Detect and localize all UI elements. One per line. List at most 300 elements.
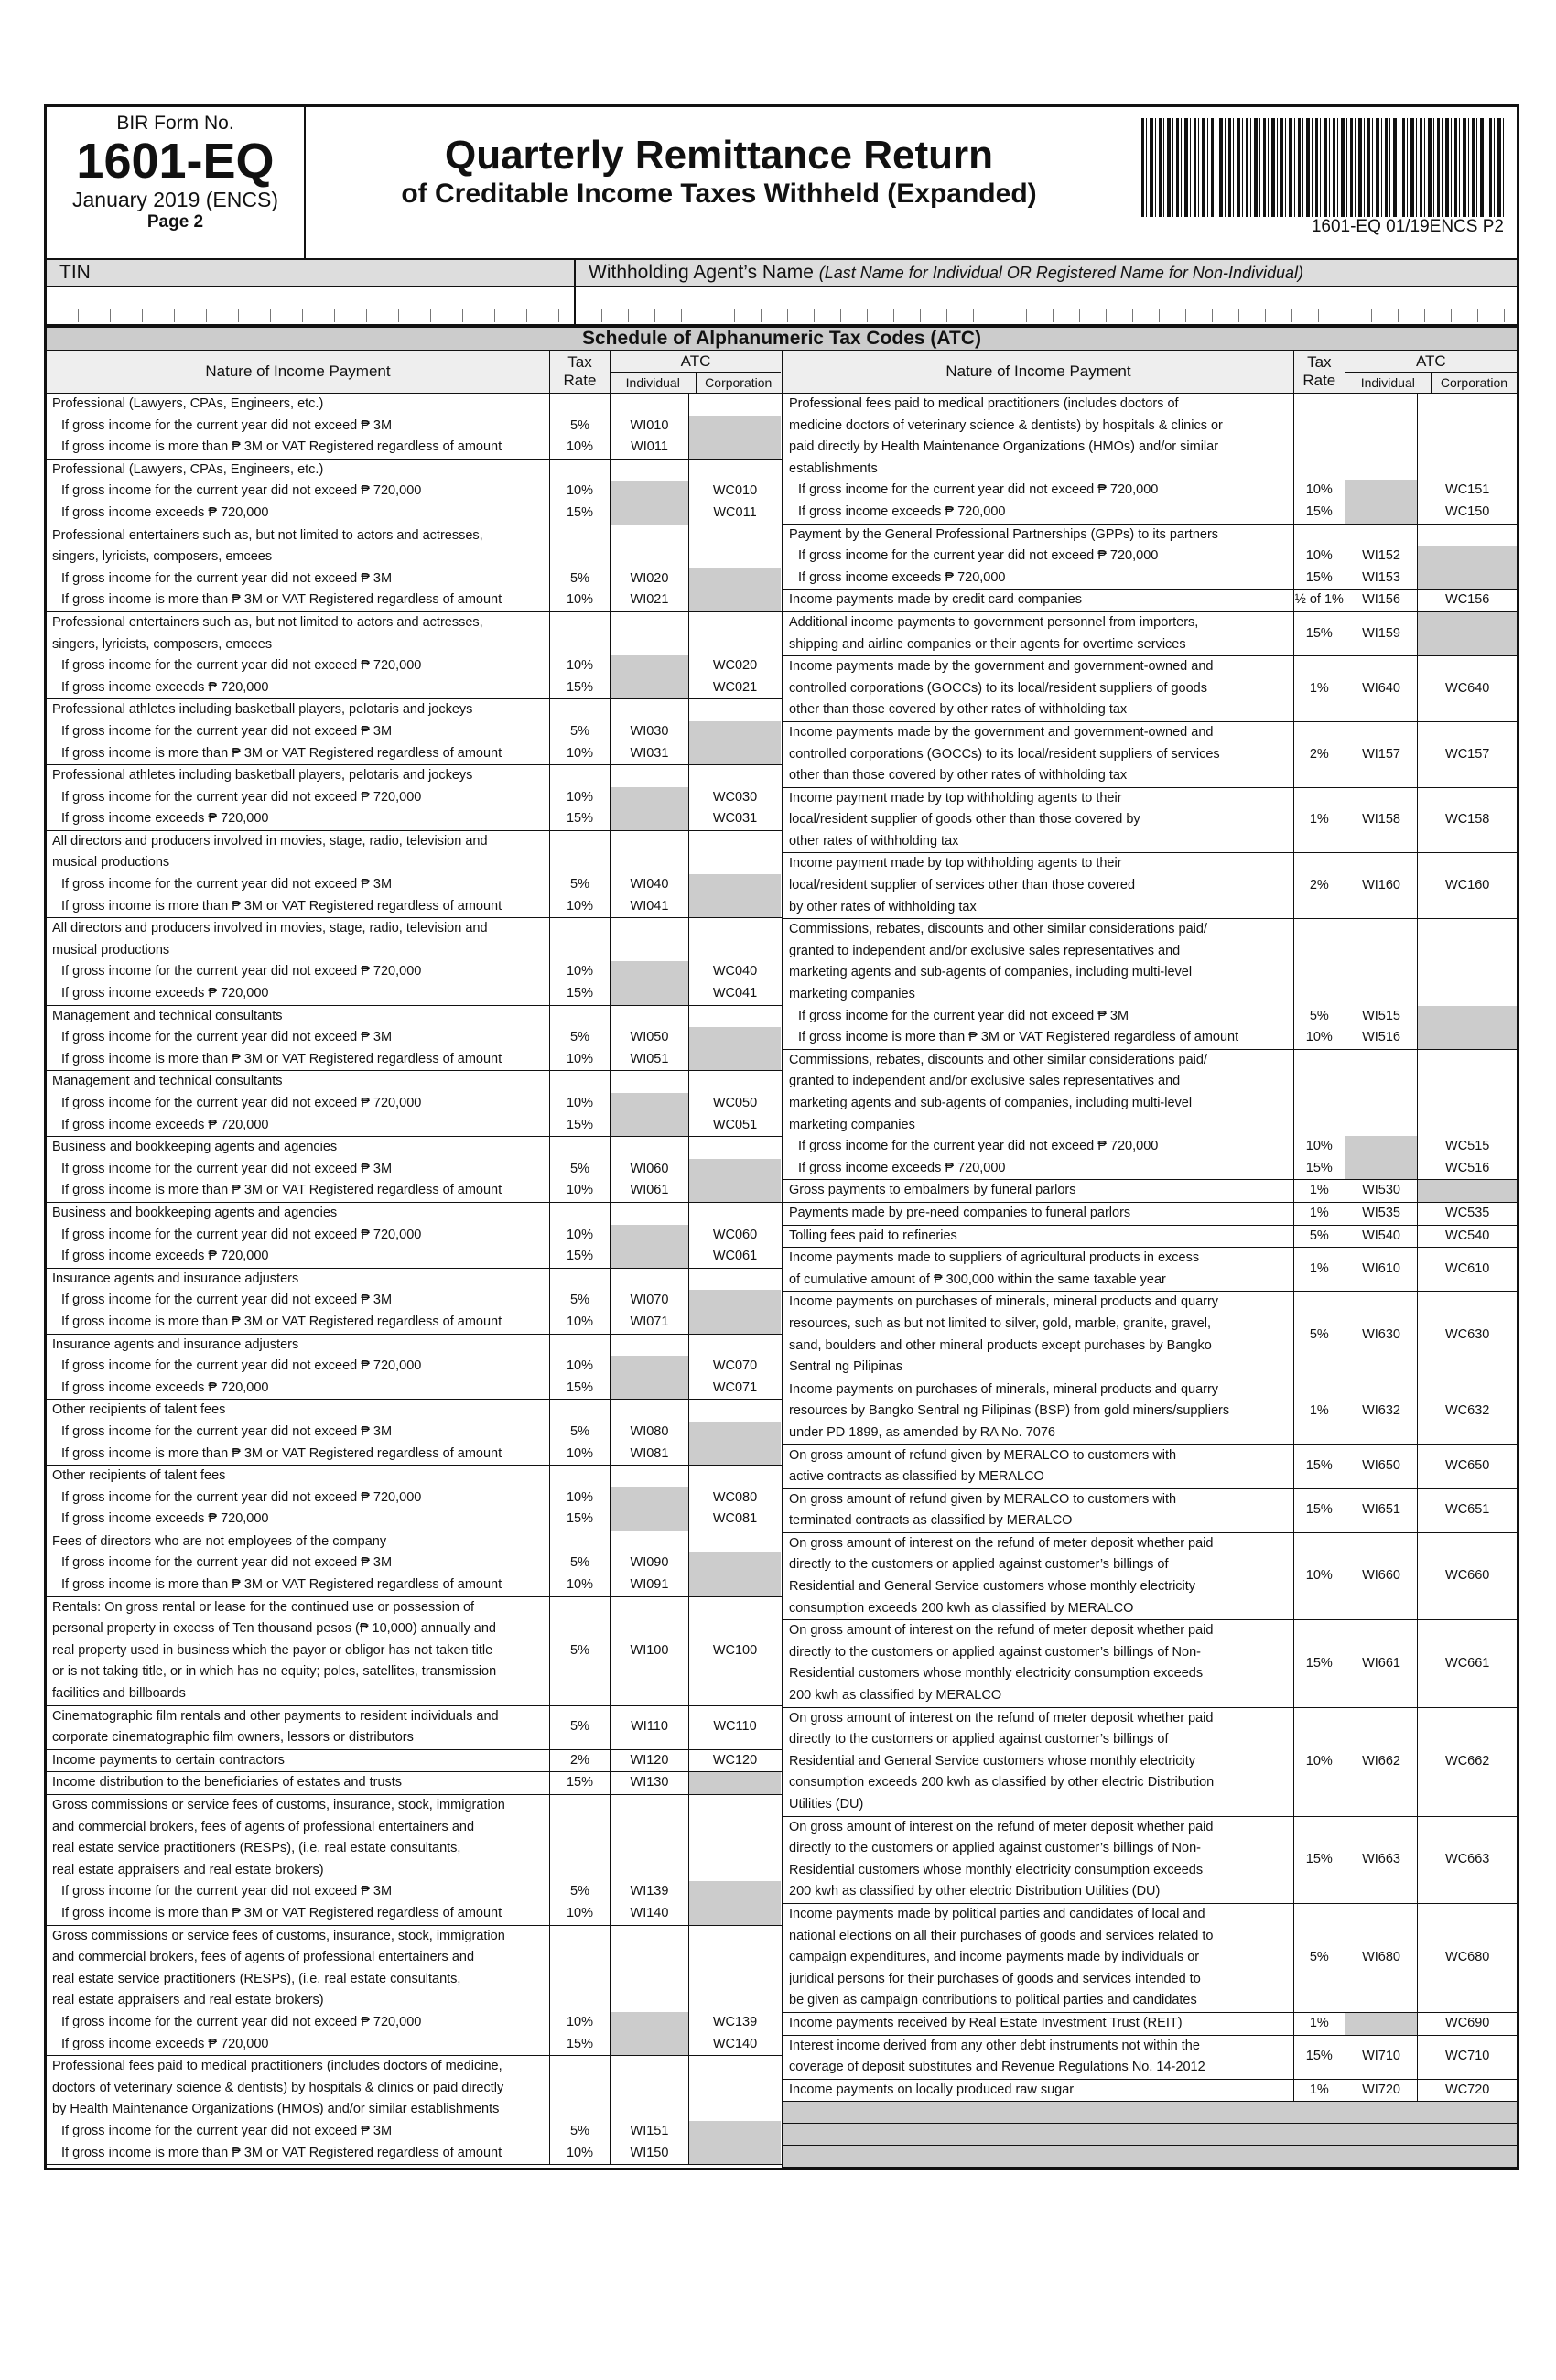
individual-code: WI632 xyxy=(1362,1403,1401,1419)
entry-rate xyxy=(1294,1489,1345,1532)
rate-value: 5% xyxy=(1309,1228,1329,1243)
entry-line: If gross income for the current year did not exceed ₱ 3M xyxy=(61,417,393,433)
entry-nature xyxy=(783,1489,1294,1532)
individual-code xyxy=(1345,984,1418,1006)
entry-line: Income payments made to suppliers of agricultural products in excess xyxy=(789,1250,1200,1266)
individual-code xyxy=(611,1466,688,1488)
tin-input[interactable] xyxy=(47,287,576,324)
rate-value: 5% xyxy=(570,2123,589,2138)
entry-rate xyxy=(550,1531,611,1596)
entry-line: Income payments on purchases of minerals, mineral products and quarry xyxy=(789,1381,1219,1397)
entry-line: real estate service practitioners (RESPs), (i.e. real estate consultants, xyxy=(52,1971,461,1986)
entry-corporation-atc xyxy=(1418,1226,1517,1248)
entry-line: Payments made by pre-need companies to funeral parlors xyxy=(789,1205,1131,1220)
corporation-code: WC710 xyxy=(1445,2049,1490,2064)
corporation-code xyxy=(689,1269,781,1291)
atc-entry xyxy=(783,1708,1517,1817)
entry-line: On gross amount of refund given by MERALCO to customers with xyxy=(789,1447,1177,1463)
individual-code: WI720 xyxy=(1362,2082,1401,2097)
entry-nature xyxy=(47,1071,550,1136)
entry-line: directly to the customers or applied against customer’s billings of Non- xyxy=(789,1841,1201,1856)
individual-code xyxy=(1345,437,1418,459)
atc-entry xyxy=(783,788,1517,854)
corporation-code xyxy=(689,1422,781,1444)
rate-value: 5% xyxy=(570,1161,589,1176)
corporation-header: Corporation xyxy=(705,375,773,390)
individual-code: WI140 xyxy=(630,1905,669,1920)
atc-entry xyxy=(783,1904,1517,2013)
individual-code: WI110 xyxy=(631,1719,668,1735)
entry-corporation-atc xyxy=(689,1137,781,1202)
entry-corporation-atc xyxy=(689,460,781,525)
corporation-code: WC661 xyxy=(1445,1655,1490,1671)
entry-rate xyxy=(1294,1817,1345,1903)
entry-line: If gross income for the current year did not exceed ₱ 720,000 xyxy=(61,658,422,674)
entry-corporation-atc xyxy=(1418,1379,1517,1444)
rate-value: 5% xyxy=(1309,1326,1329,1342)
corporation-code xyxy=(689,721,781,743)
entry-individual-atc xyxy=(1345,1445,1419,1488)
entry-rate xyxy=(1294,590,1345,611)
entry-line: corporate cinematographic film owners, lessors or distributors xyxy=(52,1730,414,1746)
corporation-code: WC632 xyxy=(1445,1403,1490,1419)
entry-line: On gross amount of interest on the refund of meter deposit whether paid xyxy=(789,1710,1214,1726)
corporation-code xyxy=(689,1466,781,1488)
atc-entry xyxy=(47,1531,782,1597)
rate-value: 10% xyxy=(566,592,594,608)
entry-line: real estate appraisers and real estate brokers) xyxy=(52,1862,324,1877)
entry-line: real estate service practitioners (RESPs), (i.e. real estate consultants, xyxy=(52,1841,461,1856)
rate-value xyxy=(550,525,610,547)
entry-line: Other recipients of talent fees xyxy=(52,1402,226,1418)
rate-value xyxy=(550,1947,610,1969)
individual-code: WI650 xyxy=(1362,1458,1401,1474)
individual-code: WI020 xyxy=(630,570,669,586)
entry-line: Commissions, rebates, discounts and other similar considerations paid/ xyxy=(789,922,1207,937)
entry-individual-atc xyxy=(611,525,689,611)
entry-line: paid directly by Health Maintenance Organizations (HMOs) and/or similar xyxy=(789,439,1219,455)
rate-value xyxy=(1294,919,1345,941)
entry-line: Insurance agents and insurance adjusters xyxy=(52,1336,299,1352)
individual-code xyxy=(1345,941,1418,963)
corporation-code xyxy=(1418,1071,1517,1093)
rate-value: 5% xyxy=(570,723,589,739)
individual-code: WI153 xyxy=(1362,569,1401,585)
entry-line: musical productions xyxy=(52,855,170,871)
atc-entry xyxy=(783,919,1517,1050)
rate-value xyxy=(550,1838,610,1860)
entry-corporation-atc xyxy=(689,1706,781,1749)
atc-entry xyxy=(47,460,782,525)
entry-corporation-atc xyxy=(689,394,781,459)
entry-nature xyxy=(783,1445,1294,1488)
corporation-code xyxy=(689,546,781,568)
rate-value xyxy=(550,918,610,940)
corporation-code xyxy=(689,699,781,721)
entry-line: Gross payments to embalmers by funeral parlors xyxy=(789,1183,1076,1198)
rate-value: 5% xyxy=(570,1719,589,1735)
entry-line: Sentral ng Pilipinas xyxy=(789,1359,903,1375)
entry-rate xyxy=(550,1006,611,1071)
entry-line: local/resident supplier of services other than those covered xyxy=(789,878,1136,893)
rate-header: Tax Rate xyxy=(550,351,611,393)
individual-code: WI090 xyxy=(630,1555,669,1571)
individual-code: WI660 xyxy=(1362,1568,1401,1584)
entry-nature xyxy=(783,2036,1294,2079)
entry-line: marketing agents and sub-agents of companies, including multi-level xyxy=(789,965,1193,980)
entry-individual-atc xyxy=(1345,853,1419,918)
corporation-code xyxy=(689,1574,781,1596)
entry-nature xyxy=(783,656,1294,721)
entry-individual-atc xyxy=(611,1006,689,1071)
corporation-code xyxy=(689,1881,781,1903)
individual-code: WI630 xyxy=(1362,1326,1401,1342)
rate-value: 10% xyxy=(1305,1568,1333,1584)
rate-value: 1% xyxy=(1309,1183,1329,1198)
individual-code: WI011 xyxy=(631,439,668,455)
entry-corporation-atc xyxy=(1418,656,1517,721)
entry-individual-atc xyxy=(1345,788,1419,853)
atc-entry xyxy=(783,722,1517,788)
entry-corporation-atc xyxy=(1418,1292,1517,1378)
rate-value: 5% xyxy=(1309,1008,1329,1023)
corporation-code: WC640 xyxy=(1445,680,1490,696)
rate-value: 15% xyxy=(1305,1502,1333,1518)
individual-code: WI515 xyxy=(1362,1008,1401,1023)
entry-nature xyxy=(47,1750,550,1772)
individual-code: WI051 xyxy=(630,1051,669,1066)
individual-code: WI071 xyxy=(630,1314,669,1329)
individual-code xyxy=(611,1137,688,1159)
entry-corporation-atc xyxy=(1418,1817,1517,1903)
corporation-code: WC630 xyxy=(1445,1326,1490,1342)
individual-code: WI516 xyxy=(1362,1030,1401,1045)
entry-line: Gross commissions or service fees of customs, insurance, stock, immigration xyxy=(52,1928,505,1943)
entry-line: If gross income exceeds ₱ 720,000 xyxy=(61,2036,269,2051)
atc-entry xyxy=(783,2036,1517,2080)
individual-code xyxy=(1345,919,1418,941)
corporation-code: WC535 xyxy=(1445,1205,1490,1220)
atc-entry xyxy=(47,1597,782,1706)
entry-rate xyxy=(1294,722,1345,787)
entry-rate xyxy=(550,831,611,917)
rate-value xyxy=(1294,416,1345,438)
rate-value: 15% xyxy=(566,1379,594,1395)
entry-individual-atc xyxy=(611,765,689,830)
entry-line: other rates of withholding tax xyxy=(789,833,959,849)
individual-code: WI156 xyxy=(1362,592,1401,608)
atc-schedule xyxy=(47,326,1517,2168)
corporation-code xyxy=(689,831,781,853)
entry-line: medicine doctors of veterinary science & dentists) by hospitals & clinics or xyxy=(789,417,1223,433)
entry-individual-atc xyxy=(1345,1226,1419,1248)
atc-entry xyxy=(47,525,782,612)
entry-nature xyxy=(783,1817,1294,1903)
entry-line: On gross amount of interest on the refund of meter deposit whether paid xyxy=(789,1623,1214,1639)
entry-line: granted to independent and/or exclusive sales representatives and xyxy=(789,943,1181,958)
entry-rate xyxy=(550,765,611,830)
entry-individual-atc xyxy=(611,1795,689,1925)
column-header xyxy=(783,351,1517,394)
entry-corporation-atc xyxy=(689,1466,781,1531)
entry-line: controlled corporations (GOCCs) to its local/resident suppliers of goods xyxy=(789,680,1207,696)
entry-corporation-atc xyxy=(1418,612,1517,655)
form-title-block xyxy=(306,107,1132,258)
entry-line: Cinematographic film rentals and other payments to resident individuals and xyxy=(52,1708,499,1724)
right-entries xyxy=(783,394,1517,2102)
corporation-code: WC690 xyxy=(1445,2015,1490,2030)
rate-value: 2% xyxy=(1309,746,1329,762)
corporation-code: WC071 xyxy=(712,1379,758,1395)
individual-code xyxy=(1345,962,1418,984)
entry-line: If gross income exceeds ₱ 720,000 xyxy=(798,1160,1006,1175)
rate-value: 5% xyxy=(1309,1950,1329,1965)
barcode-text: 1601-EQ 01/19ENCS P2 xyxy=(1311,217,1504,236)
entry-line: If gross income is more than ₱ 3M or VAT Registered regardless of amount xyxy=(61,592,502,608)
entry-line: Professional entertainers such as, but not limited to actors and actresses, xyxy=(52,527,483,543)
corporation-code: WC030 xyxy=(712,789,758,805)
entry-rate xyxy=(550,460,611,525)
entry-corporation-atc xyxy=(689,765,781,830)
individual-code xyxy=(611,1093,688,1115)
form-header xyxy=(47,107,1517,260)
entry-line: granted to independent and/or exclusive sales representatives and xyxy=(789,1074,1181,1089)
rate-value: 15% xyxy=(566,2036,594,2051)
corporation-code: WC010 xyxy=(712,483,758,499)
entry-line: If gross income for the current year did not exceed ₱ 720,000 xyxy=(61,789,422,805)
entry-rate xyxy=(1294,1248,1345,1291)
rate-value: ½ of 1% xyxy=(1294,592,1344,608)
entry-line: marketing companies xyxy=(789,1117,915,1132)
corporation-code xyxy=(689,743,781,765)
entry-line: campaign expenditures, and income payments made by individuals or xyxy=(789,1950,1200,1965)
entry-corporation-atc xyxy=(689,1269,781,1334)
entry-corporation-atc xyxy=(689,831,781,917)
individual-code xyxy=(1345,480,1418,502)
rate-value: 5% xyxy=(570,877,589,892)
corporation-code xyxy=(1418,623,1517,645)
rate-value xyxy=(550,1926,610,1948)
individual-code xyxy=(611,1488,688,1509)
atc-entry xyxy=(783,1203,1517,1226)
entry-nature xyxy=(47,394,550,459)
entry-line: Income payments made by the government and government-owned and xyxy=(789,724,1214,740)
rate-value: 5% xyxy=(570,1555,589,1571)
rate-value xyxy=(550,852,610,874)
entry-individual-atc xyxy=(1345,1379,1419,1444)
entry-line: resources by Bangko Sentral ng Pilipinas (BSP) from gold miners/suppliers xyxy=(789,1403,1230,1419)
entry-individual-atc xyxy=(611,1203,689,1268)
entry-rate xyxy=(1294,394,1345,524)
entry-line: real estate appraisers and real estate brokers) xyxy=(52,1993,324,2008)
rate-value: 10% xyxy=(566,1905,594,1920)
entry-line: On gross amount of refund given by MERALCO to customers with xyxy=(789,1491,1177,1507)
entry-nature xyxy=(47,1006,550,1071)
entry-nature xyxy=(783,1292,1294,1378)
entry-nature xyxy=(783,525,1294,590)
entry-line: of cumulative amount of ₱ 300,000 within the same taxable year xyxy=(789,1271,1166,1287)
entry-corporation-atc xyxy=(689,1772,781,1794)
entry-corporation-atc xyxy=(1418,1203,1517,1225)
corporation-code xyxy=(689,874,781,896)
rate-value xyxy=(1294,1050,1345,1072)
corporation-code xyxy=(689,1772,781,1794)
schedule-right-column xyxy=(782,351,1517,2168)
rate-value: 10% xyxy=(566,1096,594,1110)
rate-value xyxy=(550,1969,610,1991)
rate-value: 10% xyxy=(566,964,594,979)
corporation-code xyxy=(689,1400,781,1422)
entry-line: personal property in excess of Ten thousand pesos (₱ 10,000) annually and xyxy=(52,1621,496,1637)
corporation-code xyxy=(689,896,781,918)
rate-value: 1% xyxy=(1309,1205,1329,1220)
form-code: 1601-EQ xyxy=(76,134,275,189)
entry-rate xyxy=(1294,1203,1345,1225)
corporation-code xyxy=(689,2056,781,2078)
entry-corporation-atc xyxy=(689,1795,781,1925)
individual-code xyxy=(1345,1136,1418,1158)
entry-line: and commercial brokers, fees of agents of professional entertainers and xyxy=(52,1950,475,1965)
corporation-code: WC081 xyxy=(712,1511,758,1527)
entry-individual-atc xyxy=(611,394,689,459)
entry-nature xyxy=(783,788,1294,853)
entry-individual-atc xyxy=(1345,1050,1419,1180)
rate-value: 10% xyxy=(566,898,594,914)
rate-value: 10% xyxy=(566,439,594,455)
corporation-code xyxy=(689,1159,781,1181)
individual-code xyxy=(611,1795,688,1817)
corporation-code xyxy=(689,1903,781,1925)
individual-code xyxy=(1345,502,1418,524)
rate-value xyxy=(550,1531,610,1553)
entry-line: If gross income for the current year did not exceed ₱ 3M xyxy=(61,570,393,586)
individual-code xyxy=(611,1947,688,1969)
atc-entry xyxy=(783,2013,1517,2036)
corporation-code xyxy=(689,525,781,547)
entry-line: consumption exceeds 200 kwh as classified by other electric Distribution xyxy=(789,1775,1215,1790)
entry-line: directly to the customers or applied against customer’s billings of Non- xyxy=(789,1644,1201,1660)
rate-value: 10% xyxy=(566,1051,594,1066)
entry-nature xyxy=(47,1466,550,1531)
entry-line: If gross income is more than ₱ 3M or VAT Registered regardless of amount xyxy=(61,745,502,761)
corporation-code xyxy=(689,634,781,656)
entry-line: by Health Maintenance Organizations (HMOs) and/or similar establishments xyxy=(52,2102,500,2117)
entry-rate xyxy=(1294,1620,1345,1706)
agent-name-input[interactable] xyxy=(576,287,1517,324)
entry-rate xyxy=(550,394,611,459)
entry-line: be given as campaign contributions to political parties and candidates xyxy=(789,1993,1197,2008)
entry-line: Income payments to certain contractors xyxy=(52,1752,285,1768)
corporation-code xyxy=(1418,525,1517,546)
atc-entry xyxy=(47,1400,782,1466)
atc-entry xyxy=(783,1533,1517,1620)
entry-line: Professional fees paid to medical practitioners (includes doctors of medicine, xyxy=(52,2059,502,2074)
entry-corporation-atc xyxy=(1418,590,1517,611)
corporation-code xyxy=(1418,1050,1517,1072)
corporation-code xyxy=(689,460,781,481)
entry-corporation-atc xyxy=(1418,2080,1517,2102)
corporation-code xyxy=(689,1137,781,1159)
corporation-code: WC041 xyxy=(712,986,758,1001)
individual-code xyxy=(611,1400,688,1422)
entry-line: If gross income for the current year did not exceed ₱ 720,000 xyxy=(61,483,422,499)
entry-rate xyxy=(550,1466,611,1531)
individual-code xyxy=(611,852,688,874)
rate-value: 5% xyxy=(570,1884,589,1899)
corporation-code xyxy=(1418,416,1517,438)
entry-line: and commercial brokers, fees of agents of professional entertainers and xyxy=(52,1819,475,1834)
entry-line: controlled corporations (GOCCs) to its local/resident suppliers of services xyxy=(789,746,1220,762)
rate-value xyxy=(550,1269,610,1291)
individual-code xyxy=(611,787,688,809)
atc-entry xyxy=(783,1248,1517,1292)
schedule-left-column xyxy=(47,351,782,2168)
individual-code xyxy=(611,1817,688,1839)
individual-code xyxy=(611,546,688,568)
rate-value xyxy=(550,831,610,853)
entry-line: singers, lyricists, composers, emcees xyxy=(52,636,273,652)
individual-code xyxy=(611,699,688,721)
entry-rate xyxy=(1294,1050,1345,1180)
entry-line: 200 kwh as classified by other electric Distribution Utilities (DU) xyxy=(789,1884,1161,1899)
individual-code: WI662 xyxy=(1362,1753,1401,1769)
entry-line: marketing companies xyxy=(789,987,915,1002)
entry-corporation-atc xyxy=(689,918,781,1004)
entry-line: If gross income exceeds ₱ 720,000 xyxy=(61,986,269,1001)
entry-nature xyxy=(783,1180,1294,1202)
rate-value: 15% xyxy=(1305,569,1333,585)
entry-corporation-atc xyxy=(1418,722,1517,787)
individual-code: WI150 xyxy=(630,2145,669,2160)
entry-individual-atc xyxy=(1345,1904,1419,2012)
entry-line: Professional (Lawyers, CPAs, Engineers, etc.) xyxy=(52,461,324,477)
rate-value: 10% xyxy=(566,1227,594,1242)
entry-individual-atc xyxy=(1345,1292,1419,1378)
individual-code xyxy=(611,1269,688,1291)
atc-entry xyxy=(783,853,1517,919)
entry-line: consumption exceeds 200 kwh as classified by MERALCO xyxy=(789,1600,1134,1616)
entry-corporation-atc xyxy=(689,1203,781,1268)
corporation-code xyxy=(1418,546,1517,568)
corporation-code xyxy=(689,437,781,459)
atc-entry xyxy=(783,1226,1517,1249)
entry-nature xyxy=(47,1269,550,1334)
rate-value: 15% xyxy=(566,1511,594,1527)
entry-rate xyxy=(550,525,611,611)
rate-value: 10% xyxy=(566,2014,594,2029)
atc-entry xyxy=(47,765,782,831)
rate-value: 10% xyxy=(566,1183,594,1198)
corporation-code xyxy=(689,2099,781,2121)
entry-individual-atc xyxy=(611,699,689,764)
entry-individual-atc xyxy=(611,1400,689,1465)
corporation-code xyxy=(689,1531,781,1553)
corporation-code: WC051 xyxy=(712,1117,758,1132)
corporation-code: WC158 xyxy=(1445,812,1490,828)
entry-line: If gross income for the current year did not exceed ₱ 720,000 xyxy=(798,482,1159,498)
entry-nature xyxy=(783,1050,1294,1180)
rate-value xyxy=(550,1335,610,1357)
entry-line: Commissions, rebates, discounts and other similar considerations paid/ xyxy=(789,1052,1207,1067)
tin-label: TIN xyxy=(47,260,576,286)
entry-line: local/resident supplier of goods other than those covered by xyxy=(789,812,1140,828)
corporation-code: WC651 xyxy=(1445,1502,1490,1518)
corporation-code: WC151 xyxy=(1445,482,1490,498)
rate-value: 10% xyxy=(566,658,594,674)
entry-line: Professional (Lawyers, CPAs, Engineers, etc.) xyxy=(52,396,324,411)
individual-code xyxy=(611,655,688,677)
entry-nature xyxy=(47,1531,550,1596)
